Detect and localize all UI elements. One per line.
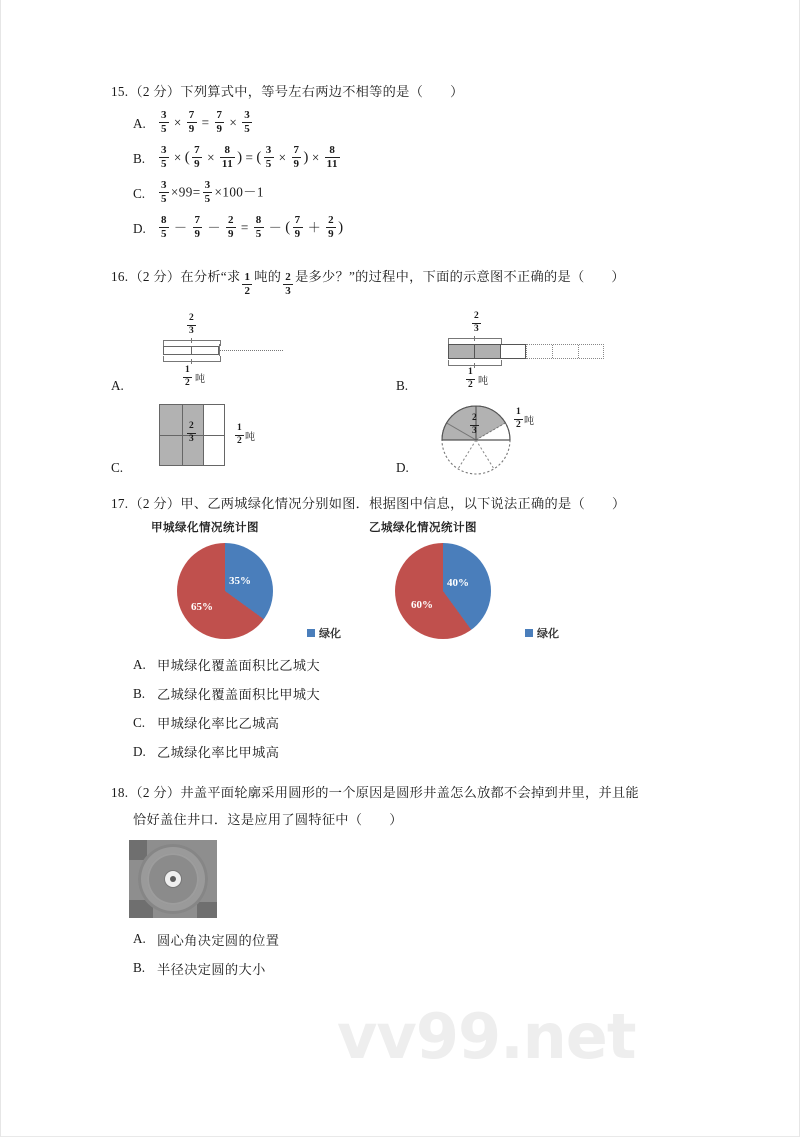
fraction: $\frac{3}{5}$ [265, 144, 272, 171]
question-18-stem [111, 783, 711, 802]
fraction: $\frac{7}{9}$ [216, 109, 223, 136]
photo-shadow [129, 840, 147, 860]
option-text: 甲城绿化覆盖面积比乙城大 [157, 658, 321, 674]
option-expression [157, 146, 342, 171]
fraction: $\frac{7}{9}$ [194, 144, 201, 171]
question-18-text-line1: 井盖平面轮廓采用圆形的一个原因是圆形井盖怎么放都不会掉到井里，并且能 [180, 785, 639, 801]
option-text: 甲城绿化率比乙城高 [157, 716, 280, 732]
diagram-art-c [141, 398, 311, 478]
question-17-option-c[interactable] [133, 713, 711, 732]
fraction: $\frac{8}{5}$ [255, 214, 262, 241]
question-16-option-d[interactable] [396, 398, 681, 480]
operator: × [311, 149, 320, 165]
diagram-side-label: $\frac{1}{2}$ [237, 423, 242, 446]
photo-shadow [197, 902, 217, 918]
question-16-diagrams [111, 310, 711, 480]
option-letter: D. [133, 743, 146, 759]
question-15-option-d[interactable] [133, 216, 711, 241]
question-16-option-b[interactable] [396, 310, 681, 398]
option-letter: B. [396, 378, 409, 394]
fraction: $\frac{7}{9}$ [293, 144, 300, 171]
question-18 [111, 783, 711, 977]
question-18-number: 18. [111, 785, 129, 801]
diagram-top-label: $\frac{2}{3}$ [474, 311, 479, 334]
pie-slice-label-other: 60% [411, 599, 433, 612]
option-letter: D. [133, 220, 146, 236]
fraction: $\frac{3}{5}$ [161, 179, 167, 206]
question-18-points: （2 分） [129, 785, 181, 801]
option-text: 乙城绿化覆盖面积比甲城大 [157, 687, 321, 703]
fraction: $\frac{3}{5}$ [244, 109, 251, 136]
option-expression [157, 216, 343, 241]
option-letter: B. [133, 960, 146, 976]
question-17 [111, 494, 711, 761]
fraction: $\frac{3}{5}$ [204, 179, 211, 206]
pie-slice-label-green: 40% [447, 577, 469, 590]
question-16-text-pre: 在分析“求 [180, 269, 241, 285]
question-15-points: （2 分） [129, 84, 181, 99]
fraction: $\frac{3}{5}$ [161, 144, 167, 171]
bar-dashed-extension [526, 344, 604, 359]
question-16-option-a[interactable] [111, 310, 396, 398]
option-letter: A. [111, 378, 124, 394]
operator: × [229, 114, 238, 130]
fraction: $\frac{2}{9}$ [328, 214, 335, 241]
option-letter: A. [133, 115, 146, 131]
question-15-number: 15. [111, 84, 129, 99]
manhole-cover-photo [129, 840, 711, 918]
legend-label: 绿化 [537, 628, 559, 641]
operator: × [207, 149, 215, 165]
pie-chart-yicheng [347, 519, 565, 639]
option-letter: B. [133, 150, 146, 166]
option-letter: C. [133, 714, 146, 730]
fraction: $\frac{2}{3}$ [285, 271, 292, 298]
diagram-side-label: $\frac{1}{2}$ [516, 407, 521, 430]
option-letter: C. [111, 460, 124, 476]
question-17-option-d[interactable] [133, 742, 711, 761]
operator: × [173, 149, 182, 165]
legend-swatch-icon [307, 629, 315, 637]
option-letter: C. [133, 185, 146, 201]
pie-slice-label-other: 65% [191, 601, 213, 614]
math-text: ×100－1 [214, 184, 264, 200]
diagram-art-a [141, 310, 321, 394]
diagram-unit: 吨 [524, 416, 534, 428]
question-16 [111, 267, 711, 480]
question-15-option-c[interactable] [133, 181, 711, 206]
diagram-art-b [426, 310, 626, 394]
diagram-center-label: $\frac{2}{3}$ [189, 421, 194, 444]
bar-divider [500, 345, 501, 358]
fraction: $\frac{1}{2}$ [244, 271, 251, 298]
question-16-text-post: 是多少？”的过程中，下面的示意图不正确的是（ ） [295, 269, 625, 285]
fraction: $\frac{2}{9}$ [228, 214, 234, 241]
question-16-text-mid: 吨的 [254, 269, 282, 285]
brace-tip-icon [474, 336, 475, 341]
option-expression [157, 111, 254, 136]
right-paren: ) [338, 219, 344, 236]
option-expression [157, 181, 264, 206]
question-16-points: （2 分） [129, 269, 181, 285]
pie-graphic [395, 543, 491, 639]
left-paren: ( [256, 149, 262, 166]
diagram-top-label: $\frac{2}{3}$ [189, 313, 194, 336]
diagram-bottom-label: $\frac{1}{2}$ [185, 365, 190, 388]
right-paren: ) [237, 149, 243, 166]
diagram-unit: 吨 [195, 374, 205, 386]
right-paren: ) [303, 149, 309, 166]
bar-divider [191, 346, 192, 355]
question-17-option-a[interactable] [133, 655, 711, 674]
fraction: $\frac{8}{5}$ [161, 214, 167, 241]
fraction: $\frac{7}{9}$ [294, 214, 301, 241]
page-content [111, 82, 711, 978]
question-17-options [111, 655, 711, 761]
operator: × [278, 149, 287, 165]
question-16-number: 16. [111, 269, 129, 285]
option-letter: A. [133, 931, 146, 947]
manhole-center-dot [170, 876, 176, 882]
diagram-unit: 吨 [245, 432, 255, 444]
diagram-center-label: $\frac{2}{3}$ [472, 413, 477, 436]
bar-dashed-extension [219, 350, 283, 351]
chart-title: 甲城绿化情况统计图 [151, 522, 259, 535]
question-17-text: 甲、乙两城绿化情况分别如图．根据图中信息，以下说法正确的是（ ） [180, 496, 626, 512]
fraction: $\frac{7}{9}$ [194, 214, 201, 241]
bar-dashed-divider [552, 345, 554, 358]
pie-chart-jiacheng [129, 519, 347, 639]
option-letter: D. [396, 460, 409, 476]
left-paren: ( [184, 149, 191, 166]
equals-sign: = [245, 149, 254, 165]
bar-end-tick [219, 344, 220, 356]
question-17-points: （2 分） [129, 496, 181, 512]
left-paren: ( [285, 219, 291, 236]
question-15-option-b[interactable] [133, 146, 711, 171]
pie-slice-label-green: 35% [229, 575, 251, 588]
bar-divider [474, 345, 475, 358]
equals-sign: = [201, 114, 210, 130]
question-18-option-b[interactable] [133, 959, 711, 978]
diagram-bottom-label: $\frac{1}{2}$ [468, 367, 473, 390]
option-letter: A. [133, 656, 146, 672]
operator: － [207, 219, 221, 235]
option-text: 乙城绿化率比甲城高 [157, 745, 280, 761]
chart-title: 乙城绿化情况统计图 [369, 522, 477, 535]
math-text: ×99= [170, 184, 201, 200]
brace-tip-icon [191, 359, 192, 364]
question-18-options [111, 930, 711, 978]
option-text: 半径决定圆的大小 [157, 961, 266, 977]
diagram-unit: 吨 [478, 376, 488, 388]
question-17-stem [111, 494, 711, 513]
question-18-option-a[interactable] [133, 930, 711, 949]
chart-legend [307, 625, 341, 641]
question-16-stem [111, 267, 711, 298]
option-letter: B. [133, 685, 146, 701]
question-15 [111, 82, 711, 241]
operator: ＋ [307, 219, 322, 235]
fraction: $\frac{8}{11}$ [326, 144, 338, 171]
site-watermark: vv99.net [337, 1000, 636, 1073]
brace-tip-icon [191, 338, 192, 343]
photo-frame [129, 840, 217, 918]
operator: － [173, 219, 188, 235]
pie-graphic [177, 543, 273, 639]
chart-legend [525, 625, 559, 641]
question-16-option-c[interactable] [111, 398, 396, 480]
bar-dashed-divider [578, 345, 580, 358]
question-17-charts [129, 519, 711, 639]
fraction: $\frac{7}{9}$ [188, 109, 195, 136]
legend-swatch-icon [525, 629, 533, 637]
operator: － [268, 219, 283, 235]
legend-label: 绿化 [319, 628, 341, 641]
question-15-option-a[interactable] [133, 111, 711, 136]
question-15-text: 下列算式中，等号左右两边不相等的是（ ） [180, 84, 464, 99]
diagram-art-d [426, 398, 606, 478]
question-18-text-line2: 恰好盖住井口．这是应用了圆特征中（ ） [133, 812, 403, 828]
option-text: 圆心角决定圆的位置 [157, 932, 280, 948]
fraction: $\frac{8}{11}$ [221, 144, 234, 171]
fraction: $\frac{3}{5}$ [161, 109, 167, 136]
operator: × [173, 114, 182, 130]
equals-sign: = [240, 219, 249, 235]
question-17-number: 17. [111, 496, 129, 512]
question-17-option-b[interactable] [133, 684, 711, 703]
question-15-stem [111, 82, 711, 101]
